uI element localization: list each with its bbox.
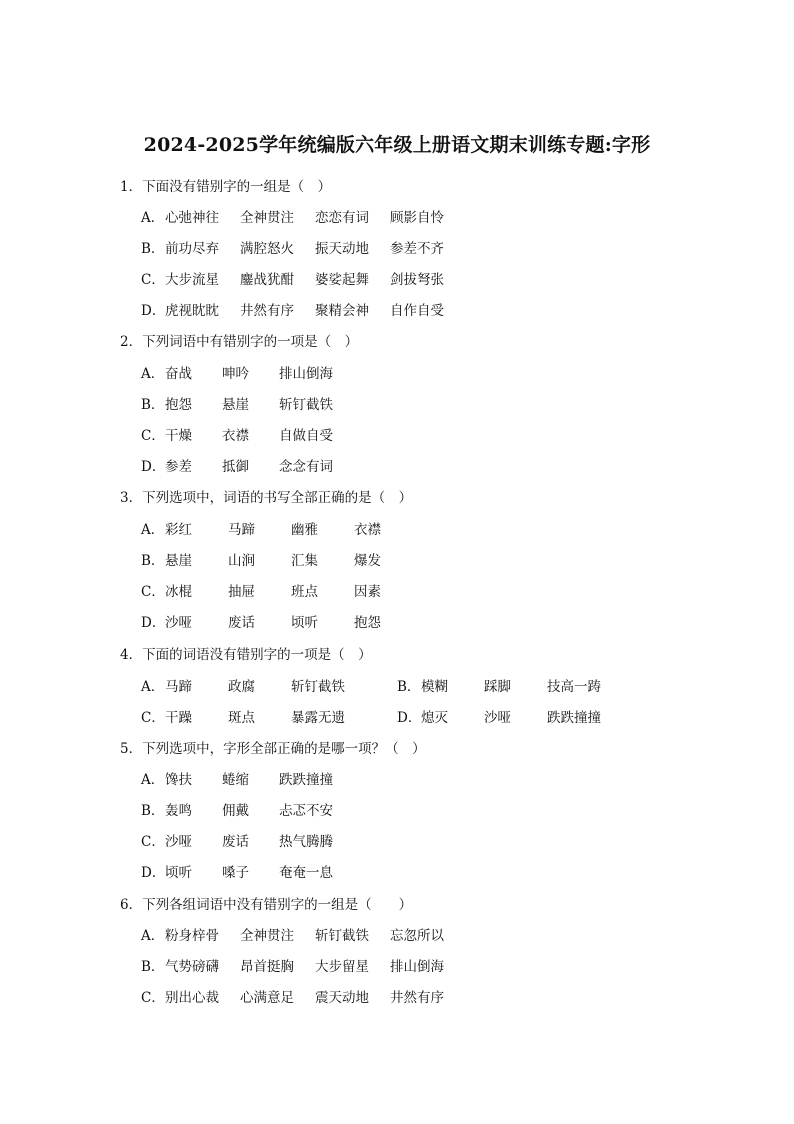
- option-label: C．: [141, 710, 165, 726]
- question-2-option-a: [141, 362, 333, 382]
- option-word: 因素: [354, 584, 381, 600]
- option-word: 干燥: [165, 428, 192, 444]
- option-word: 井然有序: [390, 990, 444, 1006]
- question-5-stem: 5．下列选项中，字形全部正确的是哪一项？（ ）: [120, 741, 426, 757]
- option-word: 干躁: [165, 710, 192, 726]
- question-2-option-d: [141, 455, 333, 475]
- option-label: C．: [141, 272, 165, 288]
- option-word: 鏖战犹酣: [240, 272, 294, 288]
- question-6-option-c: [141, 986, 444, 1006]
- option-word: 奋战: [165, 366, 192, 382]
- option-word: 技高一踌: [547, 679, 601, 695]
- question-2-option-c: [141, 424, 333, 444]
- option-label: B．: [141, 959, 165, 975]
- question-4-stem: 4．下面的词语没有错别字的一项是（ ）: [120, 647, 372, 663]
- option-word: 虎视眈眈: [165, 303, 219, 319]
- question-1-option-d: [141, 299, 444, 319]
- option-word: 模糊: [421, 679, 448, 695]
- option-word: 汇集: [291, 553, 318, 569]
- option-word: 斩钉截铁: [315, 928, 369, 944]
- question-6-option-a: [141, 924, 444, 944]
- option-word: 参差: [165, 459, 192, 475]
- option-word: 呻吟: [222, 366, 249, 382]
- option-word: 熄灭: [421, 710, 448, 726]
- option-word: 热气腾腾: [279, 834, 333, 850]
- question-5-option-c: [141, 830, 333, 850]
- option-word: 衣襟: [354, 522, 381, 538]
- option-word: 冰棍: [165, 584, 192, 600]
- option-word: 馋扶: [165, 772, 192, 788]
- option-word: 粉身梓骨: [165, 928, 219, 944]
- question-4-option-a: [141, 675, 345, 695]
- option-word: 悬崖: [165, 553, 192, 569]
- option-word: 顷听: [165, 865, 192, 881]
- option-label: C．: [141, 428, 165, 444]
- option-word: 全神贯注: [240, 210, 294, 226]
- question-1-option-c: [141, 268, 444, 288]
- option-label: C．: [141, 990, 165, 1006]
- question-4-option-c: [141, 706, 345, 726]
- option-word: 震天动地: [315, 990, 369, 1006]
- option-word: 聚精会神: [315, 303, 369, 319]
- option-word: 衣襟: [222, 428, 249, 444]
- option-word: 沙哑: [165, 834, 192, 850]
- question-3-option-d: [141, 611, 381, 631]
- option-word: 昂首挺胸: [240, 959, 294, 975]
- option-word: 心满意足: [240, 990, 294, 1006]
- page-title: 2024-2025学年统编版六年级上册语文期末训练专题:字形: [143, 134, 651, 156]
- option-word: 顾影自怜: [390, 210, 444, 226]
- option-word: 全神贯注: [240, 928, 294, 944]
- option-label: B．: [141, 397, 165, 413]
- option-word: 顷听: [291, 615, 318, 631]
- option-word: 跌跌撞撞: [279, 772, 333, 788]
- question-2-stem: 2．下列词语中有错别字的一项是（ ）: [120, 334, 359, 350]
- option-word: 暴露无遗: [291, 710, 345, 726]
- option-word: 斩钉截铁: [291, 679, 345, 695]
- option-label: B．: [397, 679, 421, 695]
- option-label: D．: [141, 865, 166, 881]
- option-label: C．: [141, 834, 165, 850]
- option-word: 跌跌撞撞: [547, 710, 601, 726]
- option-word: 振天动地: [315, 241, 369, 257]
- option-word: 井然有序: [240, 303, 294, 319]
- option-word: 抱怨: [165, 397, 192, 413]
- question-5-option-a: [141, 768, 333, 788]
- option-word: 婆娑起舞: [315, 272, 369, 288]
- option-word: 嗓子: [222, 865, 249, 881]
- option-word: 斑点: [228, 710, 255, 726]
- option-word: 心弛神往: [165, 210, 219, 226]
- option-word: 抽屉: [228, 584, 255, 600]
- option-word: 别出心裁: [165, 990, 219, 1006]
- option-word: 自做自受: [279, 428, 333, 444]
- option-word: 佣戴: [222, 803, 249, 819]
- option-word: 沙哑: [484, 710, 511, 726]
- option-label: A．: [141, 928, 165, 944]
- option-word: 马蹄: [165, 679, 192, 695]
- option-word: 参差不齐: [390, 241, 444, 257]
- option-word: 政腐: [228, 679, 255, 695]
- question-5-option-b: [141, 799, 333, 819]
- option-word: 抵御: [222, 459, 249, 475]
- option-word: 念念有词: [279, 459, 333, 475]
- option-word: 恋恋有词: [315, 210, 369, 226]
- question-2-option-b: [141, 393, 333, 413]
- option-word: 忘忽所以: [390, 928, 444, 944]
- option-word: 轰鸣: [165, 803, 192, 819]
- question-1-option-b: [141, 237, 444, 257]
- option-word: 踩脚: [484, 679, 511, 695]
- option-word: 废话: [222, 834, 249, 850]
- option-word: 自作自受: [390, 303, 444, 319]
- option-label: B．: [141, 553, 165, 569]
- option-label: A．: [141, 210, 165, 226]
- question-4-option-b: [397, 675, 601, 695]
- option-word: 彩红: [165, 522, 192, 538]
- option-word: 沙哑: [165, 615, 192, 631]
- option-word: 幽雅: [291, 522, 318, 538]
- option-word: 悬崖: [222, 397, 249, 413]
- question-6-option-b: [141, 955, 444, 975]
- option-word: 忐忑不安: [279, 803, 333, 819]
- option-word: 抱怨: [354, 615, 381, 631]
- option-label: D．: [141, 303, 166, 319]
- question-3-option-b: [141, 549, 381, 569]
- option-label: D．: [141, 459, 166, 475]
- option-word: 满腔怒火: [240, 241, 294, 257]
- option-word: 山涧: [228, 553, 255, 569]
- option-word: 排山倒海: [279, 366, 333, 382]
- question-6-stem: 6．下列各组词语中没有错别字的一组是（ ）: [120, 897, 413, 913]
- option-word: 奄奄一息: [279, 865, 333, 881]
- option-word: 蜷缩: [222, 772, 249, 788]
- question-3-stem: 3．下列选项中，词语的书写全部正确的是（ ）: [120, 490, 413, 506]
- question-3-option-c: [141, 580, 381, 600]
- question-1-option-a: [141, 206, 444, 226]
- option-word: 马蹄: [228, 522, 255, 538]
- option-word: 废话: [228, 615, 255, 631]
- option-word: 前功尽弃: [165, 241, 219, 257]
- option-label: A．: [141, 679, 165, 695]
- option-word: 班点: [291, 584, 318, 600]
- option-word: 爆发: [354, 553, 381, 569]
- question-1-stem: 1．下面没有错别字的一组是（ ）: [120, 179, 332, 195]
- option-label: A．: [141, 772, 165, 788]
- option-label: D．: [141, 615, 166, 631]
- option-word: 气势磅礴: [165, 959, 219, 975]
- question-5-option-d: [141, 861, 333, 881]
- option-word: 排山倒海: [390, 959, 444, 975]
- option-label: B．: [141, 803, 165, 819]
- option-label: A．: [141, 366, 165, 382]
- question-3-option-a: [141, 518, 381, 538]
- option-word: 剑拔弩张: [390, 272, 444, 288]
- option-label: B．: [141, 241, 165, 257]
- option-word: 大步留星: [315, 959, 369, 975]
- option-label: C．: [141, 584, 165, 600]
- option-word: 大步流星: [165, 272, 219, 288]
- option-label: A．: [141, 522, 165, 538]
- option-label: D．: [397, 710, 422, 726]
- option-word: 斩钉截铁: [279, 397, 333, 413]
- question-4-option-d: [397, 706, 601, 726]
